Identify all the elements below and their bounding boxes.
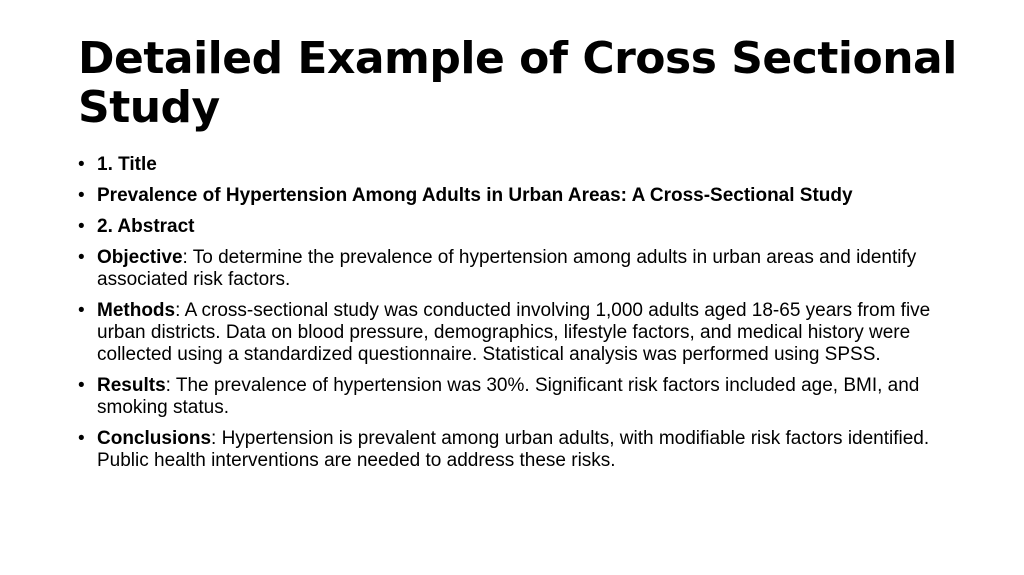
objective-text: : To determine the prevalence of hypertension among adults in urban areas and identify associated risk factors. [97,247,917,290]
title-heading: 1. Title [97,154,157,175]
bullet-dot: • [78,247,85,268]
bullet-conclusions [78,428,958,472]
bullet-dot: • [78,216,85,237]
bullet-dot: • [78,154,85,175]
bullet-dot: • [78,300,85,321]
bullet-title-heading [78,154,958,176]
bullet-methods [78,300,958,366]
conclusions-label: Conclusions [97,428,212,449]
conclusions-text: : Hypertension is prevalent among urban adults, with modifiable risk factors identified. Public health interventions are needed to address these risks. [97,428,930,471]
bullet-dot: • [78,375,85,396]
results-text: : The prevalence of hypertension was 30%. Significant risk factors included age, BMI, and smoking status. [97,375,920,418]
bullet-dot: • [78,428,85,449]
results-label: Results [97,375,166,396]
bullet-dot: • [78,185,85,206]
study-title-text: Prevalence of Hypertension Among Adults in Urban Areas: A Cross-Sectional Study [97,185,853,206]
bullet-abstract-heading [78,216,958,238]
objective-label: Objective [97,247,183,268]
bullet-list [78,154,958,481]
methods-label: Methods [97,300,176,321]
slide-title: Detailed Example of Cross Sectional Study [78,33,957,133]
bullet-objective [78,247,958,291]
bullet-title-text [78,185,958,207]
bullet-results [78,375,958,419]
abstract-heading: 2. Abstract [97,216,195,237]
methods-text: : A cross-sectional study was conducted involving 1,000 adults aged 18-65 years from five urban districts. Data on blood pressure, demographics, lifestyle factors, and medical history were collected using a standardized questionnaire. Statistical analysis was performed using SPSS. [97,300,931,365]
